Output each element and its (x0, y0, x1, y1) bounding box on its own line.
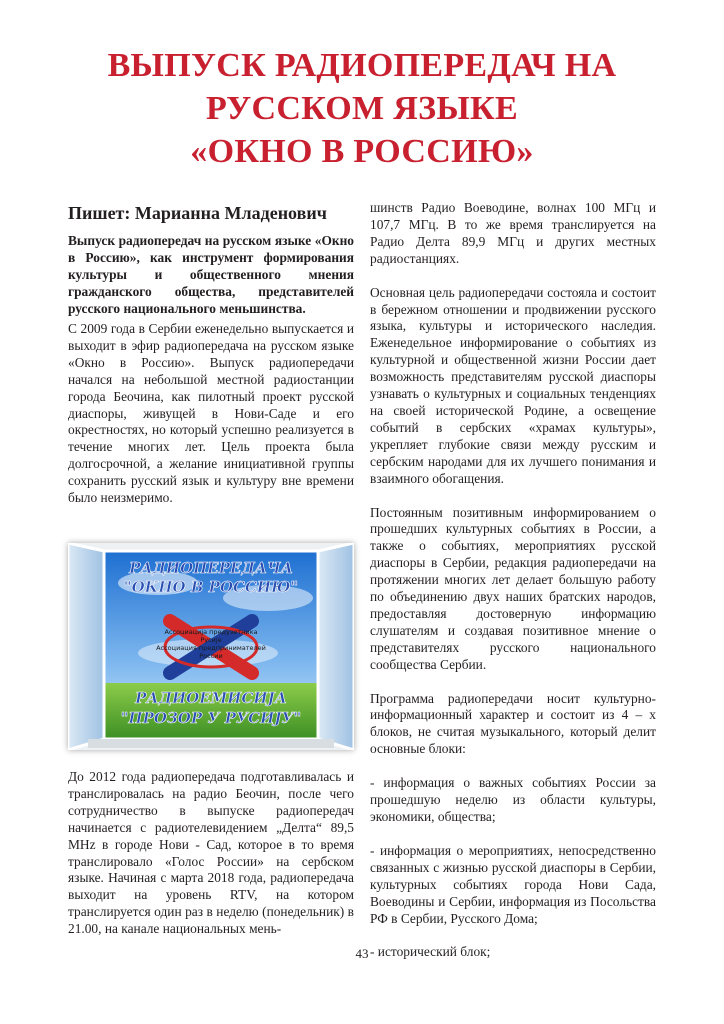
page-number: 43 (355, 946, 369, 961)
logo-text-4: России (199, 652, 223, 660)
left-window-shutter (68, 543, 104, 750)
article-title (40, 44, 684, 173)
figure-caption-bottom-1: РАДИОЕМИСИЈА (135, 689, 287, 707)
title-line-2: РУССКОМ ЯЗЫКЕ (206, 90, 518, 127)
paragraph: До 2012 года радиопередача подготавливалась и транслировалась на радио Беочин, после чего сотрудничество в выпуске радиопередач начинается с радиотелевидением „Делта“ 89,5 MHz в городе Нови - Сад, которое в то время транслировало «Голос России» на сербском языке. Начиная с марта 2018 года, радиопередача выходит на уровень RTV, на котором транслируется один раз в неделю (понедельник) в 21.00, на канале национальных мень- (68, 769, 354, 937)
paragraph: Программа радиопередачи носит культурно-информационный характер и состоит из 4 – х блоков, не считая музыкального, который делит основные блоки: (370, 690, 656, 757)
title-line-3: «ОКНО В РОССИЮ» (190, 133, 534, 170)
figure-caption-bottom-2: "ПРОЗОР У РУСИЈУ" (120, 709, 302, 727)
logo-text-1: Ассоциација предузетника (164, 628, 258, 636)
title-line-1: ВЫПУСК РАДИОПЕРЕДАЧ НА (107, 47, 617, 84)
paragraph: шинств Радио Воеводине, волнах 100 МГц и 107,7 МГц. В то же время транслируется на Радио Делта 89,9 МГц и других местных радиостанциях. (370, 200, 656, 266)
window-image (68, 543, 354, 750)
paragraph: Основная цель радиопередачи состояла и состоит в бережном отношении и продвижении русского языка, культуры и исторического наследия. Еженедельное информирование о событиях из культурной и общественной жизни России дает возможность представителям русской диаспоры узнавать о культурных и социальных тенденциях на своей исторической Родине, а освещение событий в сербских «храмах культуры», укрепляет глубокие связи между русским и сербским народами для их лучшего понимания и взаимного обогащения. (370, 284, 656, 486)
left-column-top (68, 321, 354, 524)
paragraph: - информация о мероприятиях, непосредственно связанных с жизнью русской диаспоры в Сербии, культурных событиях города Нови Сада, Воеводины и Сербии, информация из Посольства РФ в Сербии, Русского Дома; (370, 842, 656, 926)
paragraph: Постоянным позитивным информированием о прошедших культурных событиях в России, а также о событиях, мероприятиях русской диаспоры в Сербии, редакция радиопередачи на протяжении многих лет делает большую работу по объединению двух наших братских народов, предоставляя достоверную информацию слушателям и создавая позитивное мнение о представителях русского национального сообщества Сербии. (370, 504, 656, 672)
right-column (370, 200, 656, 978)
radio-program-illustration (68, 543, 354, 750)
figure-caption-top-1: РАДИОПЕРЕДАЧА (129, 559, 293, 577)
figure-caption-top-2: "ОКНО В РОССИЮ" (123, 578, 299, 596)
author-byline: Пишет: Марианна Младенович (68, 203, 327, 223)
logo-text-3: Ассоциация предпринимателей (156, 644, 266, 652)
logo-text-2: Русије (200, 636, 222, 644)
paragraph: - информация о важных событиях России за прошедшую неделю из области культуры, экономики, общества; (370, 775, 656, 824)
right-window-shutter (318, 543, 354, 750)
left-column-bottom (68, 769, 354, 955)
paragraph: С 2009 года в Сербии еженедельно выпускается и выходит в эфир радиопередача на русском языке «Окно в Россию». Выпуск радиопередачи начался на небольшой местной радиостанции города Беочина, как пилотный проект русской диаспоры, живущей в Нови-Саде и его окрестностях, но который успешно реализуется в течение многих лет. Цель проекта была долгосрочной, а желание инициативной группы сохранить русский язык и культуру вне времени было неизмеримо. (68, 321, 354, 506)
paragraph: - исторический блок; (370, 944, 491, 960)
lead-paragraph: Выпуск радиопередач на русском языке «Окно в Россию», как инструмент формирования культуры и общественного мнения гражданского общества, представителей русского национального меньшинства. (68, 233, 354, 316)
